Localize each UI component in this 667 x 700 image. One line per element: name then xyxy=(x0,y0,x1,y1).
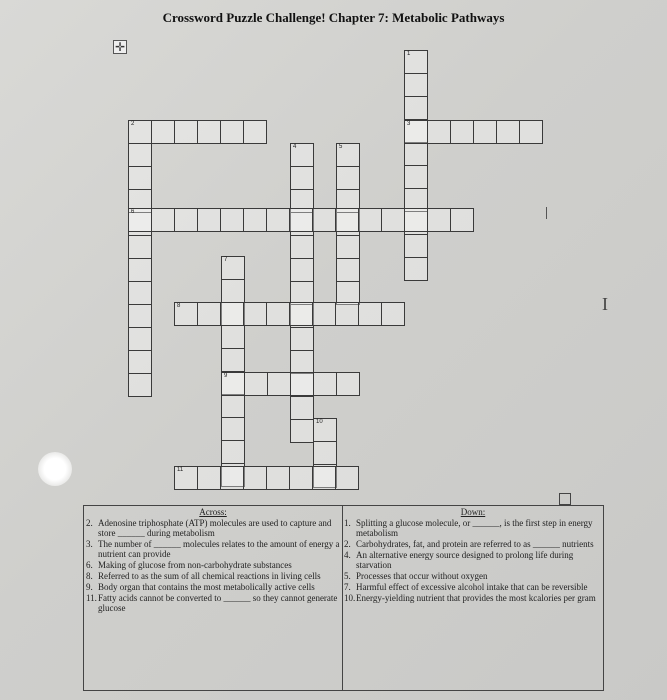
crossword-cell xyxy=(266,466,290,490)
crossword-cell xyxy=(220,302,244,326)
crossword-cell xyxy=(221,417,245,441)
crossword-cell xyxy=(220,466,244,490)
crossword-cell xyxy=(336,258,360,282)
crossword-cell xyxy=(267,372,291,396)
clue-number-label: 9 xyxy=(224,373,228,379)
crossword-cell xyxy=(336,372,360,396)
clue-number: 4. xyxy=(344,550,351,560)
crossword-cell xyxy=(290,235,314,259)
crossword-cell xyxy=(312,208,336,232)
down-clue xyxy=(342,539,604,549)
crossword-cell xyxy=(404,142,428,166)
crossword-cell xyxy=(220,120,244,144)
crossword-cell xyxy=(404,257,428,281)
crossword-cell xyxy=(197,208,221,232)
crossword-cell xyxy=(427,120,451,144)
crossword-cell xyxy=(128,208,152,232)
clue-text: Adenosine triphosphate (ATP) molecules are used to capture and store ______ during metabolism xyxy=(98,518,332,538)
crossword-cell xyxy=(290,419,314,443)
crossword-cell xyxy=(221,394,245,418)
crossword-cell xyxy=(174,466,198,490)
crossword-cell xyxy=(336,166,360,190)
crossword-cell xyxy=(404,50,428,74)
crossword-cell xyxy=(243,466,267,490)
crossword-cell xyxy=(312,466,336,490)
clue-number-label: 4 xyxy=(293,144,297,150)
crossword-cell xyxy=(221,325,245,349)
crossword-cell xyxy=(174,120,198,144)
across-heading: Across: xyxy=(199,507,227,517)
crossword-cell xyxy=(358,302,382,326)
across-clue xyxy=(84,571,342,581)
crossword-cell xyxy=(290,143,314,167)
crossword-cell xyxy=(335,208,359,232)
crossword-cell xyxy=(128,120,152,144)
crossword-cell xyxy=(174,208,198,232)
crossword-cell xyxy=(290,327,314,351)
crossword-cell xyxy=(381,302,405,326)
crossword-cell xyxy=(243,302,267,326)
across-clue xyxy=(84,582,342,592)
clues-table xyxy=(83,505,604,691)
crossword-cell xyxy=(335,302,359,326)
down-clue xyxy=(342,582,604,592)
crossword-cell xyxy=(404,73,428,97)
crossword-cell xyxy=(243,120,267,144)
crossword-cell xyxy=(243,208,267,232)
down-clue xyxy=(342,593,604,603)
clue-text: An alternative energy source designed to prolong life during starvation xyxy=(356,550,574,570)
crossword-cell xyxy=(128,235,152,259)
clue-number: 10. xyxy=(344,593,356,603)
crossword-cell xyxy=(221,348,245,372)
crossword-cell xyxy=(404,234,428,258)
crossword-cell xyxy=(404,208,428,232)
down-clue xyxy=(342,518,604,538)
crossword-cell xyxy=(336,235,360,259)
crossword-cell xyxy=(221,279,245,303)
light-glare xyxy=(38,452,72,486)
clue-number-label: 5 xyxy=(339,144,343,150)
crossword-cell xyxy=(244,372,268,396)
crossword-cell xyxy=(128,166,152,190)
crossword-cell xyxy=(266,302,290,326)
clue-number: 5. xyxy=(344,571,351,581)
crossword-cell xyxy=(312,302,336,326)
clue-text: Splitting a glucose molecule, or ______, is the first step in energy metabolism xyxy=(356,518,593,538)
across-clue xyxy=(84,593,342,613)
down-clue xyxy=(342,571,604,581)
crossword-cell xyxy=(128,350,152,374)
corner-box xyxy=(559,493,571,505)
crossword-cell xyxy=(151,208,175,232)
crossword-cell xyxy=(221,440,245,464)
ibeam-cursor-icon: I xyxy=(602,294,608,314)
crossword-cell xyxy=(336,143,360,167)
crossword-cell xyxy=(128,258,152,282)
crossword-cell xyxy=(197,120,221,144)
crossword-cell xyxy=(473,120,497,144)
down-heading: Down: xyxy=(460,507,486,517)
clue-number-label: 1 xyxy=(407,51,411,57)
crossword-cell xyxy=(427,208,451,232)
page-title: Crossword Puzzle Challenge! Chapter 7: Metabolic Pathways xyxy=(162,10,505,25)
move-cross-icon[interactable]: ✛ xyxy=(114,40,126,54)
down-column xyxy=(342,506,604,603)
crossword-cell xyxy=(197,466,221,490)
text-cursor-mark xyxy=(546,207,547,219)
down-clue xyxy=(342,550,604,570)
clue-number: 9. xyxy=(86,582,93,592)
clue-text: Fatty acids cannot be converted to ______ so they cannot generate glucose xyxy=(98,593,338,613)
across-column xyxy=(84,506,343,690)
crossword-cell xyxy=(221,372,245,396)
crossword-cell xyxy=(128,373,152,397)
clue-number: 8. xyxy=(86,571,93,581)
crossword-cell xyxy=(404,96,428,120)
clue-text: Making of glucose from non-carbohydrate substances xyxy=(98,560,292,570)
crossword-cell xyxy=(290,396,314,420)
crossword-cell xyxy=(151,120,175,144)
crossword-cell xyxy=(313,372,337,396)
clue-number-label: 6 xyxy=(131,209,135,215)
crossword-cell xyxy=(290,350,314,374)
clue-number: 1. xyxy=(344,518,351,528)
crossword-cell xyxy=(128,143,152,167)
crossword-cell xyxy=(220,208,244,232)
clue-number: 3. xyxy=(86,539,93,549)
clue-text: The number of ______ molecules relates to the amount of energy a nutrient can provide xyxy=(98,539,340,559)
crossword-cell xyxy=(266,208,290,232)
across-clue xyxy=(84,539,342,559)
clue-text: Energy-yielding nutrient that provides the most kcalories per gram xyxy=(356,593,596,603)
crossword-cell xyxy=(221,256,245,280)
clue-text: Carbohydrates, fat, and protein are referred to as ______ nutrients xyxy=(356,539,594,549)
crossword-cell xyxy=(128,281,152,305)
crossword-cell xyxy=(289,302,313,326)
clue-number-label: 2 xyxy=(131,121,135,127)
crossword-cell xyxy=(381,208,405,232)
clue-text: Body organ that contains the most metabolically active cells xyxy=(98,582,315,592)
crossword-cell xyxy=(496,120,520,144)
clue-number-label: 8 xyxy=(177,303,181,309)
crossword-cell xyxy=(289,466,313,490)
clue-text: Harmful effect of excessive alcohol intake that can be reversible xyxy=(356,582,588,592)
crossword-cell xyxy=(313,441,337,465)
clue-text: Processes that occur without oxygen xyxy=(356,571,488,581)
across-clue xyxy=(84,518,342,538)
clue-number: 6. xyxy=(86,560,93,570)
crossword-cell xyxy=(404,165,428,189)
crossword-cell xyxy=(197,302,221,326)
across-clue xyxy=(84,560,342,570)
crossword-cell xyxy=(358,208,382,232)
crossword-cell xyxy=(128,304,152,328)
clue-number: 11. xyxy=(86,593,97,603)
crossword-cell xyxy=(450,120,474,144)
crossword-cell xyxy=(450,208,474,232)
clue-number: 2. xyxy=(86,518,93,528)
clue-number: 2. xyxy=(344,539,351,549)
clue-number-label: 7 xyxy=(224,257,228,263)
crossword-cell xyxy=(289,208,313,232)
clue-number-label: 11 xyxy=(177,467,184,473)
crossword-cell xyxy=(335,466,359,490)
clue-number-label: 3 xyxy=(407,121,411,127)
clue-text: Referred to as the sum of all chemical reactions in living cells xyxy=(98,571,321,581)
crossword-cell xyxy=(174,302,198,326)
crossword-cell xyxy=(290,166,314,190)
crossword-cell xyxy=(290,258,314,282)
crossword-cell xyxy=(128,327,152,351)
crossword-cell xyxy=(313,418,337,442)
clue-number-label: 10 xyxy=(316,419,323,425)
crossword-cell xyxy=(519,120,543,144)
crossword-cell xyxy=(404,120,428,144)
clue-number: 7. xyxy=(344,582,351,592)
crossword-cell xyxy=(290,372,314,396)
